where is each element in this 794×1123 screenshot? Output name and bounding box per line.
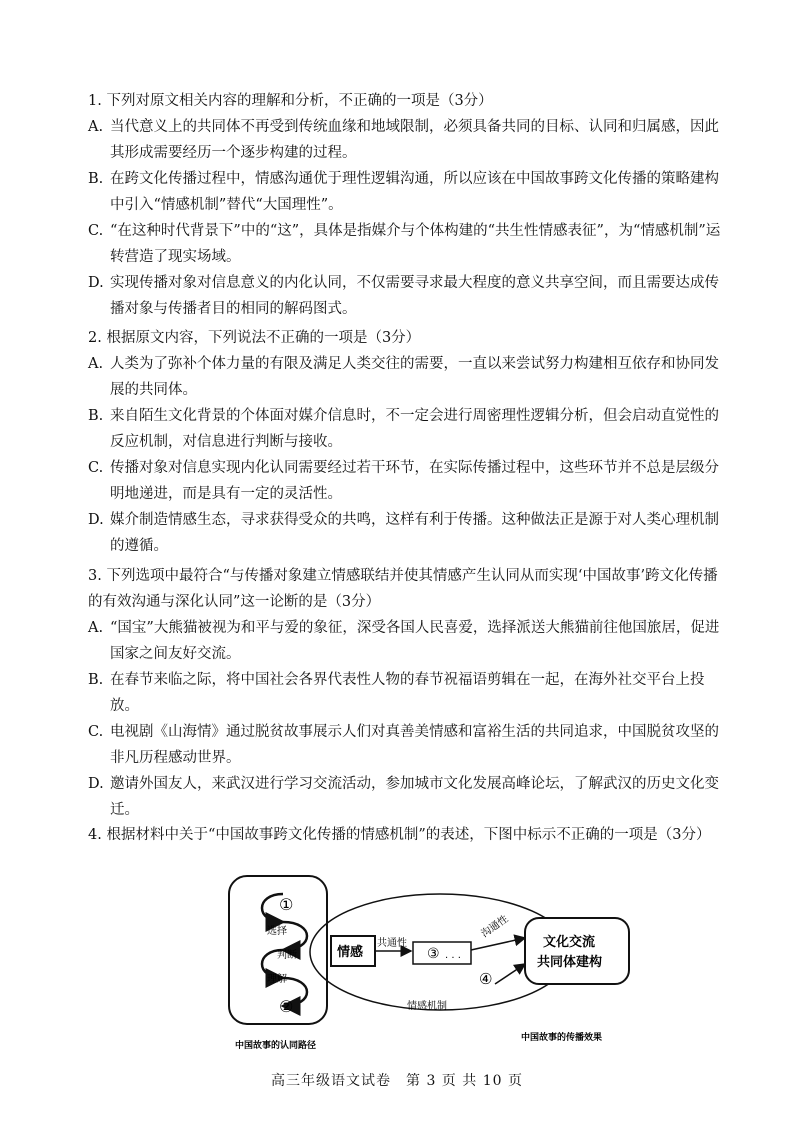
option-c[interactable]: C. 传播对象对信息实现内化认同需要经过若干环节，在实际传播过程中，这些环节并不总是层级分明地递进，而是具有一定的灵活性。 — [88, 460, 719, 502]
label-n3: ③ — [427, 946, 440, 962]
question-stem: 4. 根据材料中关于“中国故事跨文化传播的情感机制”的表述，下图中标示不正确的一项是（3分） — [88, 827, 711, 843]
label-emotion: 情感 — [337, 945, 364, 960]
question-4 — [88, 822, 728, 848]
label-target-line2: 共同体建构 — [537, 955, 603, 970]
option-a[interactable]: A. 人类为了弥补个体力量的有限及满足人类交往的需要，一直以来尝试努力构建相互依存和协同发展的共同体。 — [88, 356, 719, 398]
question-stem: 1. 下列对原文相关内容的理解和分析，不正确的一项是（3分） — [88, 93, 493, 109]
option-d[interactable]: D. 实现传播对象对信息意义的内化认同，不仅需要寻求最大程度的意义共享空间，而且需要达成传播对象与传播者目的相同的解码图式。 — [88, 275, 719, 317]
label-n2: ② — [279, 997, 294, 1016]
left-caption: 中国故事的认同路径 — [235, 1041, 317, 1051]
right-caption: 中国故事的传播效果 — [521, 1033, 603, 1043]
label-target-line1: 文化交流 — [543, 935, 596, 950]
option-c[interactable]: C. “在这种时代背景下”中的“这”，具体是指媒介与个体构建的“共生性情感表征”，为“情感机制”运转营造了现实场域。 — [88, 223, 721, 265]
target-box — [525, 918, 629, 984]
label-understand: 理解 — [267, 974, 287, 985]
label-n1: ① — [279, 895, 294, 914]
label-commonality: 共通性 — [377, 938, 407, 949]
communicability-arrow — [471, 938, 525, 950]
label-communicability: 沟通性 — [479, 913, 511, 940]
label-dots: . . . — [445, 950, 461, 961]
question-stem: 2. 根据原文内容，下列说法不正确的一项是（3分） — [88, 330, 421, 346]
question-3 — [88, 563, 728, 823]
question-stem: 3. 下列选项中最符合“与传播对象建立情感联结并使其情感产生认同从而实现‘中国故事’跨文化传播的有效沟通与深化认同”这一论断的是（3分） — [88, 568, 718, 610]
emotion-mechanism-diagram — [225, 872, 715, 1057]
option-b[interactable]: B. 在春节来临之际，将中国社会各界代表性人物的春节祝福语剪辑在一起，在海外社交平台上投放。 — [88, 672, 705, 714]
option-b[interactable]: B. 在跨文化传播过程中，情感沟通优于理性逻辑沟通，所以应该在中国故事跨文化传播的策略建构中引入“情感机制”替代“大国理性”。 — [88, 171, 719, 213]
n4-arrow — [495, 964, 525, 984]
option-b[interactable]: B. 来自陌生文化背景的个体面对媒介信息时，不一定会进行周密理性逻辑分析，但会启动直觉性的反应机制，对信息进行判断与接收。 — [88, 408, 719, 450]
option-d[interactable]: D. 邀请外国友人，来武汉进行学习交流活动，参加城市文化发展高峰论坛，了解武汉的历史文化变迁。 — [88, 776, 719, 818]
label-mechanism: 情感机制 — [407, 1001, 447, 1012]
label-n4: ④ — [479, 970, 493, 988]
question-2 — [88, 325, 728, 559]
option-c[interactable]: C. 电视剧《山海情》通过脱贫故事展示人们对真善美情感和富裕生活的共同追求，中国脱贫攻坚的非凡历程感动世界。 — [88, 724, 719, 766]
label-choose: 选择 — [267, 926, 287, 937]
question-1 — [88, 88, 728, 322]
option-a[interactable]: A. 当代意义上的共同体不再受到传统血缘和地域限制，必须具备共同的目标、认同和归属感，因此其形成需要经历一个逐步构建的过程。 — [88, 119, 719, 161]
page-footer: 高三年级语文试卷 第 3 页 共 10 页 — [271, 1073, 523, 1089]
label-judge: 判断 — [277, 950, 297, 961]
n3-box — [413, 942, 471, 964]
option-a[interactable]: A. “国宝”大熊猫被视为和平与爱的象征，深受各国人民喜爱，选择派送大熊猫前往他国旅居，促进国家之间友好交流。 — [88, 620, 720, 662]
option-d[interactable]: D. 媒介制造情感生态，寻求获得受众的共鸣，这样有利于传播。这种做法正是源于对人类心理机制的遵循。 — [88, 512, 719, 554]
